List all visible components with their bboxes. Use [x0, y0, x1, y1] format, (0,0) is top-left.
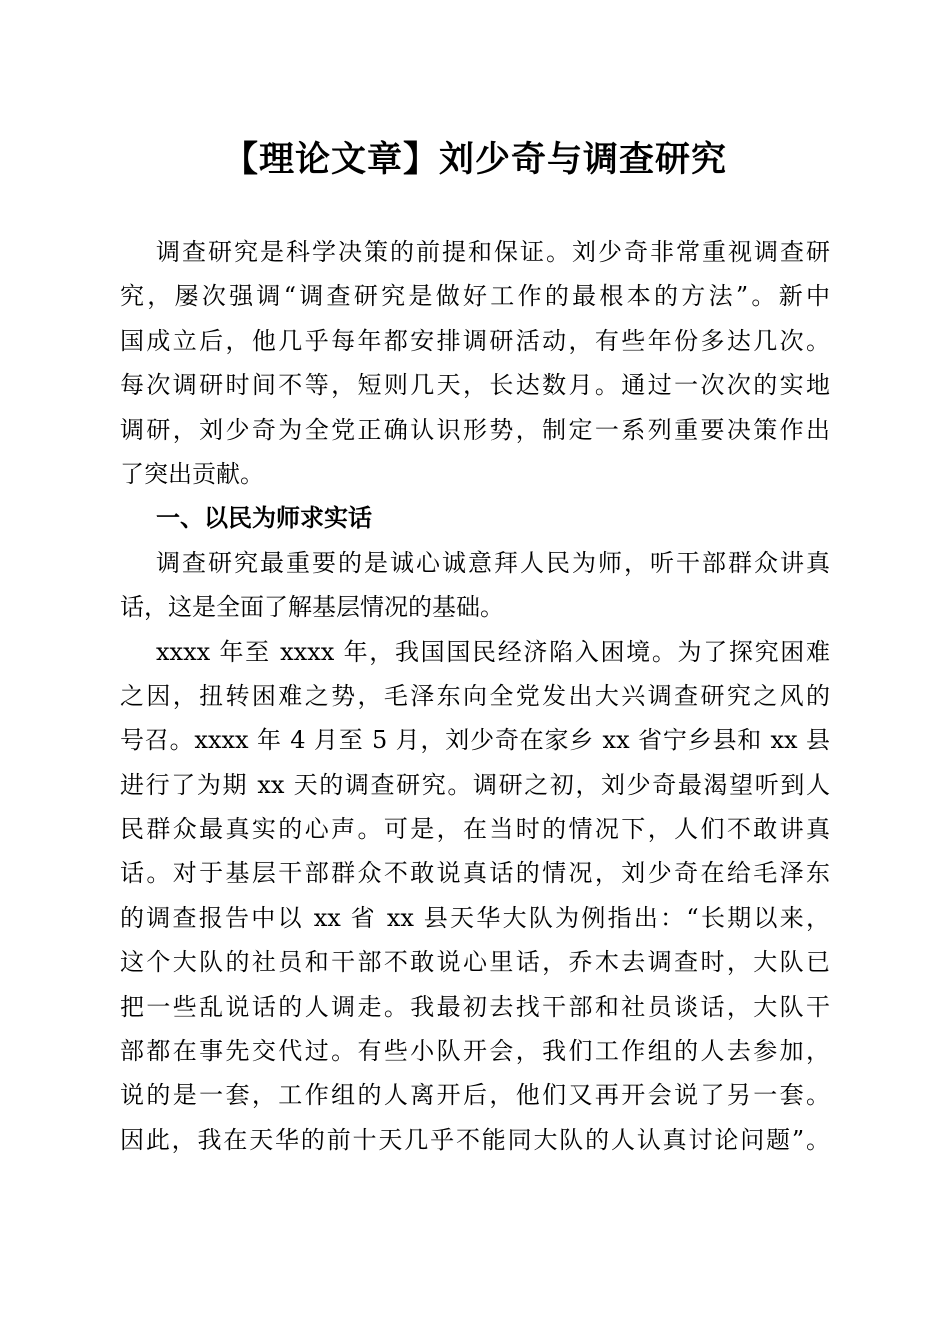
document-title: 【理论文章】刘少奇与调查研究 [222, 140, 727, 180]
paragraph-line: 了突出贡献。 [120, 459, 264, 488]
paragraph-line: 进行了为期 xx 天的调查研究。调研之初，刘少奇最渴望听到人 [120, 770, 830, 799]
paragraph-line: 这个大队的社员和干部不敢说心里话，乔木去调查时，大队已 [120, 948, 830, 977]
paragraph-line: 号召。xxxx 年 4 月至 5 月，刘少奇在家乡 xx 省宁乡县和 xx 县 [120, 726, 830, 755]
paragraph-line: 之因，扭转困难之势，毛泽东向全党发出大兴调查研究之风的 [120, 681, 830, 710]
paragraph-line: 调查研究是科学决策的前提和保证。刘少奇非常重视调查研 [156, 238, 830, 266]
paragraph-line: 说的是一套，工作组的人离开后，他们又再开会说了另一套。 [120, 1081, 830, 1110]
document-body [120, 230, 830, 1162]
paragraph-line: 调查研究最重要的是诚心诚意拜人民为师，听干部群众讲真 [156, 548, 830, 577]
paragraph-line: 话。对于基层干部群众不敢说真话的情况，刘少奇在给毛泽东 [120, 859, 830, 888]
paragraph-line: 因此，我在天华的前十天几乎不能同大队的人认真讨论问题”。 [120, 1125, 830, 1154]
paragraph-line: 民群众最真实的心声。可是，在当时的情况下，人们不敢讲真 [120, 815, 830, 844]
paragraph-line: 部都在事先交代过。有些小队开会，我们工作组的人去参加， [120, 1037, 830, 1066]
paragraph-line: 话，这是全面了解基层情况的基础。 [120, 593, 504, 622]
paragraph-line: 调研，刘少奇为全党正确认识形势，制定一系列重要决策作出 [120, 415, 830, 444]
paragraph-line: 究，屡次强调“调查研究是做好工作的最根本的方法”。新中 [120, 282, 830, 311]
paragraph-line: xxxx 年至 xxxx 年，我国国民经济陷入困境。为了探究困难 [156, 637, 830, 666]
section-heading: 一、以民为师求实话 [156, 504, 372, 533]
paragraph-line: 的调查报告中以 xx 省 xx 县天华大队为例指出：“长期以来， [120, 903, 830, 932]
paragraph-line: 把一些乱说话的人调走。我最初去找干部和社员谈话，大队干 [120, 992, 830, 1021]
paragraph-line: 国成立后，他几乎每年都安排调研活动，有些年份多达几次。 [120, 326, 830, 355]
paragraph-line: 每次调研时间不等，短则几天，长达数月。通过一次次的实地 [120, 371, 830, 400]
